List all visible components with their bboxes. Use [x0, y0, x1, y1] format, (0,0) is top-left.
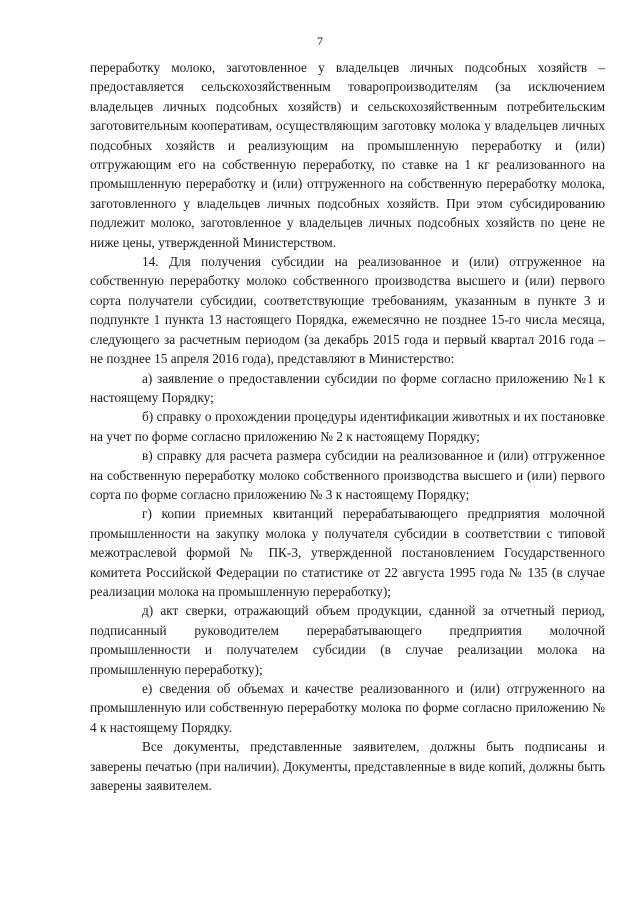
paragraph-continuation: переработку молоко, заготовленное у владельцев личных подсобных хозяйств – предоставляется сельскохозяйственным товаропроизводителям (за исключением владельцев личных подсобных хозяйств) и сельскохозяйственным потребительским заготовительным кооперативам, осуществляющим заготовку молока у владельцев личных подсобных хозяйств и реализующим на промышленную переработку и (или) отгружающим его на собственную переработку, по ставке на 1 кг реализованного на промышленную переработку и (или) отгруженного на собственную переработку молока, заготовленного у владельцев личных подсобных хозяйств. При этом субсидированию подлежит молоко, заготовленное у владельцев личных подсобных хозяйств по цене не ниже цены, утвержденной Министерством. [90, 60, 605, 250]
list-item-g: г) копии приемных квитанций перерабатывающего предприятия молочной промышленности на закупку молока у получателя субсидии в соответствии с типовой межотраслевой формой № ПК-3, утвержденной постановлением Государственного комитета Российской Федерации по статистике от 22 августа 1995 года № 135 (в случае реализации молока на промышленную переработку); [90, 506, 605, 599]
document-body [90, 58, 605, 795]
page-number: 7 [317, 34, 323, 48]
paragraph-documents-requirements: Все документы, представленные заявителем, должны быть подписаны и заверены печатью (при наличии). Документы, представленные в виде копий, должны быть заверены заявителем. [90, 739, 605, 794]
list-item-b: б) справку о прохождении процедуры идентификации животных и их постановке на учет по форме согласно приложению № 2 к настоящему Порядку; [90, 409, 605, 444]
list-item-a: а) заявление о предоставлении субсидии по форме согласно приложению №1 к настоящему Порядку; [90, 370, 605, 405]
list-item-d: д) акт сверки, отражающий объем продукции, сданной за отчетный период, подписанный руководителем перерабатывающего предприятия молочной промышленности и получателем субсидии (в случае реализации молока на промышленную переработку); [90, 603, 605, 677]
list-item-v: в) справку для расчета размера субсидии на реализованное и (или) отгруженное на собственную переработку молоко собственного производства высшего и (или) первого сорта по форме согласно приложению № 3 к настоящему Порядку; [90, 448, 605, 502]
list-item-e: е) сведения об объемах и качестве реализованного и (или) отгруженного на промышленную или собственную переработку молока по форме согласно приложению № 4 к настоящему Порядку. [90, 681, 605, 735]
paragraph-item-14: 14. Для получения субсидии на реализованное и (или) отгруженное на собственную переработку молоко собственного производства высшего и (или) первого сорта получатели субсидии, соответствующие требованиям, указанным в пункте 3 и подпункте 1 пункта 13 настоящего Порядка, ежемесячно не позднее 15-го числа месяца, следующего за расчетным периодом (за декабрь 2015 года и первый квартал 2016 года – не позднее 15 апреля 2016 года), представляют в Министерство: [90, 254, 605, 367]
